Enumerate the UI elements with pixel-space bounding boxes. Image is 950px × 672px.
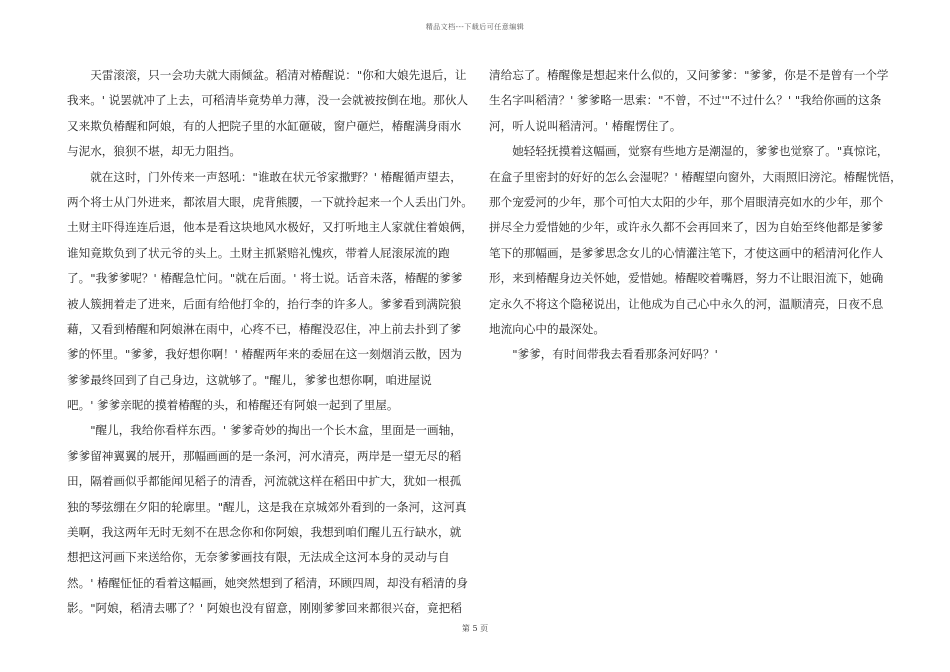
text-line: "爹爹，有时间带我去看看那条河好吗？' [489,347,718,362]
text-line: 谁知竟欺负到了状元爷的头上。土财主抓紧赔礼愧疚，带着人屁滚尿流的跑 [67,245,450,260]
text-line: 了。"我爹爹呢？' 椿醒急忙问。"就在后面。' 将士说。话音未落，椿醒的爹爹 [67,271,463,286]
text-line: 影。"阿娘，稻清去哪了？' 阿娘也没有留意，刚刚爹爹回来都很兴奋，竟把稻 [67,601,462,616]
text-line: 就在这时，门外传来一声怒吼："谁敢在状元爷家撒野？' 椿醒循声望去， [67,169,462,184]
page-header: 精品文档---下载后可任意编辑 [425,23,525,31]
text-line: 那个宠爱河的少年，那个可怕大太阳的少年，那个眉眼清亮如水的少年，那个 [489,194,884,209]
text-line: 拼尽全力爱惜她的少年，或许永久都不会再回来了，因为自始至终他都是爹爹 [489,220,884,235]
text-line: 天雷滚滚，只一会功夫就大雨倾盆。稻清对椿醒说："你和大娘先退后，让 [67,68,467,82]
text-line: 然。' 椿醒怔怔的看着这幅画，她突然想到了稻清，环顾四周，却没有稻清的身 [67,575,469,590]
text-line: 独的琴弦绷在夕阳的轮廓里。"醒儿，这是我在京城郊外看到的一条河，这河真 [67,499,467,514]
text-line: 我来。' 说罢就冲了上去，可稻清毕竟势单力薄，没一会就被按倒在地。那伙人 [67,93,469,108]
text-line: 吧。' 爹爹亲昵的摸着椿醒的头，和椿醒还有阿娘一起到了里屋。 [67,398,399,413]
text-line: 美啊，我这两年无时无刻不在思念你和你阿娘，我想到咱们醒儿五行缺水，就 [67,525,462,540]
text-line: 爹爹最终回到了自己身边，这就够了。"醒儿，爹爹也想你啊，咱进屋说 [67,372,432,387]
text-line: 想把这河画下来送给你，无奈爹爹画技有限，无法成全这河本身的灵动与自 [67,550,450,565]
text-line: 爹的怀里。"爹爹，我好想你啊！' 椿醒两年来的委屈在这一刻烟消云散，因为 [67,347,462,362]
text-line: 土财主吓得连连后退，他本是看这块地风水极好，又打听地主人家就住着娘俩， [67,220,473,235]
text-line: 与泥水，狼狈不堪，却无力阻挡。 [67,144,241,159]
text-line: "醒儿，我给你看样东西。' 爹爹奇妙的掏出一个长木盒，里面是一画轴， [67,423,462,438]
text-line: 在盒子里密封的好好的怎么会湿呢？' 椿醒望向窗外，大雨照旧滂沱。椿醒恍悟， [489,169,902,184]
text-line: 藉，又看到椿醒和阿娘淋在雨中，心疼不已，椿醒没忍住，冲上前去扑到了爹 [67,321,462,336]
text-line: 定永久不将这个隐秘说出，让他成为自己心中永久的河，温顺清亮，日夜不息 [489,296,884,311]
text-line: 两个将士从门外进来，都浓眉大眼，虎背熊腰，一下就拎起来一个人丢出门外。 [67,194,473,209]
text-line: 形，来到椿醒身边关怀她，爱惜她。椿醒咬着嘴唇，努力不让眼泪流下，她确 [489,271,884,286]
text-line: 河，听人说叫稻清河。' 椿醒愣住了。 [489,118,682,133]
text-line: 她轻轻抚摸着这幅画，觉察有些地方是潮湿的，爹爹也觉察了。"真惊诧， [489,144,889,159]
text-line: 爹爹留神翼翼的展开，那幅画画的是一条河，河水清亮，两岸是一望无尽的稻 [67,448,462,463]
text-line: 又来欺负椿醒和阿娘，有的人把院子里的水缸砸破，窗户砸烂，椿醒满身雨水 [67,118,462,133]
text-line: 清给忘了。椿醒像是想起来什么似的，又问爹爹："爹爹，你是不是曾有一个学 [489,68,889,82]
right-column [489,63,902,368]
text-line: 生名字叫稻清？' 爹爹略一思索："不曾，不过'"不过什么？' "我给你画的这条 [489,93,882,108]
text-line: 笔下的那幅画，是爹爹思念女儿的心情灌注笔下，才使这画中的稻清河化作人 [489,245,884,260]
text-line: 田，隔着画似乎都能闻见稻子的清香，河流就这样在稻田中扩大，犹如一根孤 [67,474,462,489]
left-column [67,63,472,622]
text-line: 被人簇拥着走了进来，后面有给他打伞的，抬行李的许多人。爹爹看到满院狼 [67,296,462,311]
page-number: 第 5 页 [461,624,489,633]
text-line: 地流向心中的最深处。 [489,321,605,336]
